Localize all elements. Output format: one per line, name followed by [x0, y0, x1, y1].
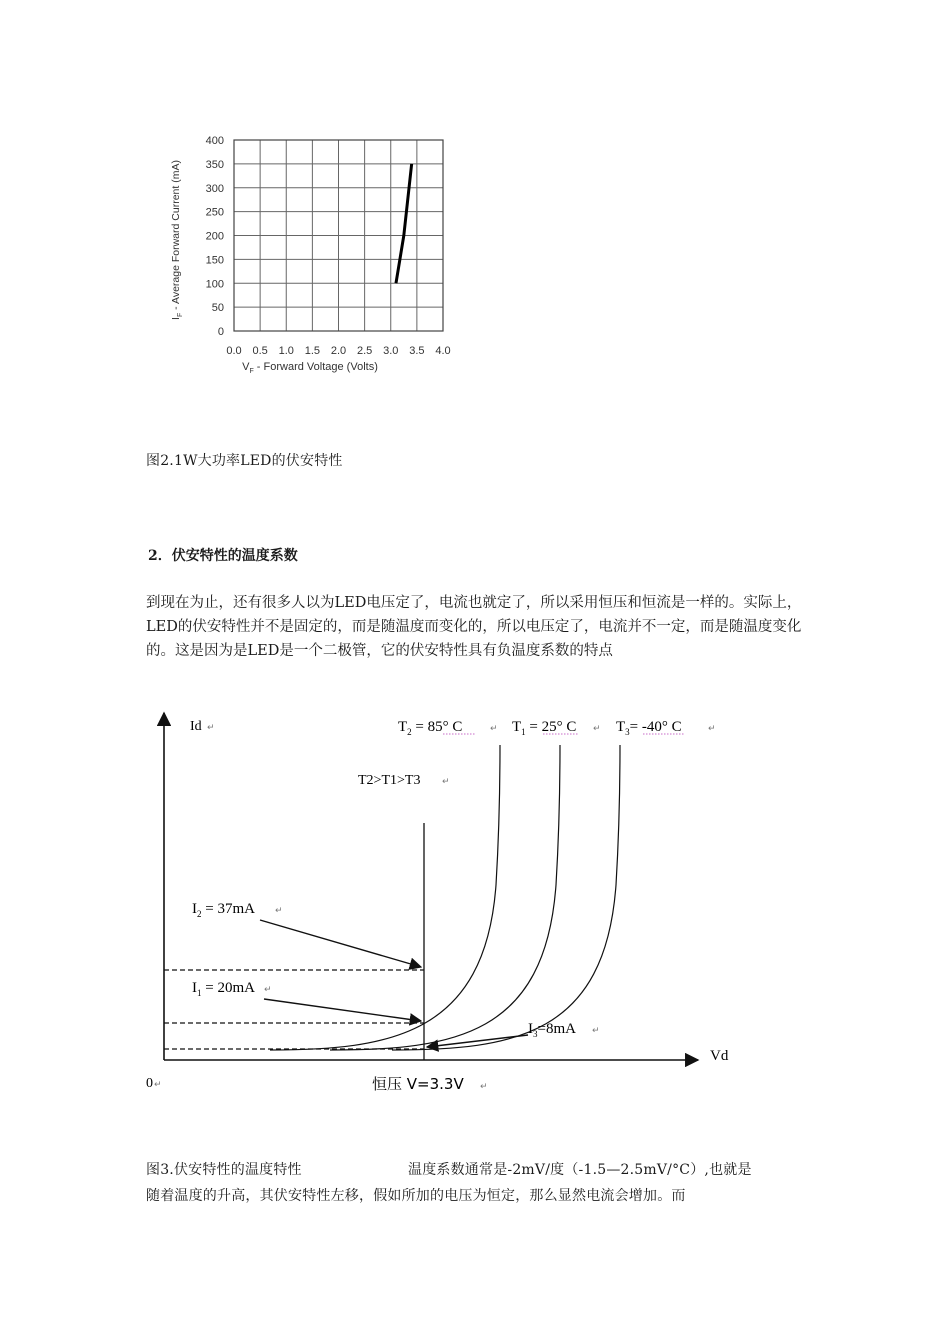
x-tick-label: 1.5 — [304, 345, 321, 357]
paragraph-2-line-2: 随着温度的升高，其伏安特性左移，假如所加的电压为恒定，那么显然电流会增加。而 — [146, 1188, 686, 1204]
svg-text:T1 = 25° C: $T_1 = 25^\circ$ C — [512, 719, 577, 737]
figure-1-caption: 图2.1W大功率LED的伏安特性 — [146, 453, 343, 469]
paragraph-1 — [146, 591, 811, 663]
svg-text:↵: ↵ — [275, 906, 283, 916]
legend-t3 — [616, 719, 716, 737]
y-tick-label: 400 — [205, 135, 224, 147]
legend-t1 — [512, 719, 601, 737]
x-tick-label: 0.0 — [226, 345, 242, 357]
y-axis-label: Id — [190, 719, 202, 734]
y-tick-label: 300 — [205, 182, 224, 195]
legend-t2 — [398, 719, 498, 737]
x-tick-label: 0.5 — [252, 345, 268, 357]
temperature-iv-chart — [140, 705, 740, 1105]
svg-text:↵: ↵ — [593, 724, 601, 734]
svg-text:↵: ↵ — [154, 1080, 162, 1090]
svg-text:I1 = 20mA: $I_1 = 20mA$ — [192, 980, 255, 998]
y-tick-label: 250 — [205, 206, 224, 219]
curve-t3 — [392, 745, 620, 1050]
svg-text:↵: ↵ — [592, 1026, 600, 1036]
x-tick-label: 2.5 — [356, 345, 373, 357]
svg-text:↵: ↵ — [442, 777, 450, 787]
y-tick-label: 200 — [205, 230, 224, 243]
constant-voltage-label: 恒压 V=3.3V — [372, 1075, 464, 1093]
svg-text:↵: ↵ — [490, 724, 498, 734]
y-axis-label: $I_F$ - Average Forward Current (mA) — [170, 160, 184, 320]
x-tick-label: 1.0 — [278, 345, 294, 357]
svg-text:↵: ↵ — [480, 1082, 488, 1092]
iv-chart — [160, 125, 460, 380]
curve-t1 — [330, 745, 560, 1050]
section-heading: 2．伏安特性的温度系数 — [148, 548, 298, 564]
x-axis-label: $V_F$ - Forward Voltage (Volts) — [242, 361, 378, 375]
x-tick-label: 4.0 — [435, 345, 451, 357]
svg-text:↵: ↵ — [207, 723, 215, 733]
y-tick-label: 0 — [217, 326, 224, 338]
annotation-i3 — [427, 1021, 600, 1047]
origin-label: 0 — [146, 1076, 153, 1091]
figure-3-caption: 图3.伏安特性的温度特性 — [146, 1162, 302, 1178]
y-tick-label: 350 — [205, 158, 224, 171]
svg-text:T2 = 85° C: $T_2 = 85^\circ$ C — [398, 719, 463, 737]
series-line-IV — [396, 164, 412, 283]
x-tick-label: 3.0 — [383, 345, 399, 357]
svg-text:I3=8mA: $I_3=8mA$ — [528, 1021, 576, 1039]
y-tick-label: 100 — [205, 278, 224, 291]
y-tick-label: 150 — [205, 254, 224, 267]
x-tick-labels — [226, 345, 450, 357]
paragraph-2-line-1: 温度系数通常是-2mV/度（-1.5—2.5mV/°C）,也就是 — [408, 1162, 752, 1178]
paragraph-1-text: 到现在为止，还有很多人以为LED电压定了，电流也就定了，所以采用恒压和恒流是一样的。实际上，LED的伏安特性并不是固定的，而是随温度而变化的，所以电压定了，电流并不一定，而是随温度变化的。这是因为是LED是一个二极管，它的伏安特性具有负温度系数的特点 — [146, 595, 802, 659]
svg-text:I2 = 37mA: $I_2 = 37mA$ — [192, 901, 255, 919]
svg-text:↵: ↵ — [264, 985, 272, 995]
x-tick-label: 3.5 — [409, 345, 425, 357]
svg-text:↵: ↵ — [708, 724, 716, 734]
svg-text:T3= -40° C: $T_3= -40^\circ$ C — [616, 719, 682, 737]
y-tick-labels — [206, 135, 224, 338]
temperature-order-label: T2>T1>T3 — [358, 773, 421, 788]
x-axis-label: Vd — [710, 1048, 729, 1064]
x-tick-label: 2.0 — [330, 345, 347, 357]
y-tick-label: 50 — [211, 302, 224, 315]
chart-series — [396, 164, 412, 283]
annotation-i2 — [192, 901, 421, 967]
annotation-i1 — [192, 980, 421, 1021]
